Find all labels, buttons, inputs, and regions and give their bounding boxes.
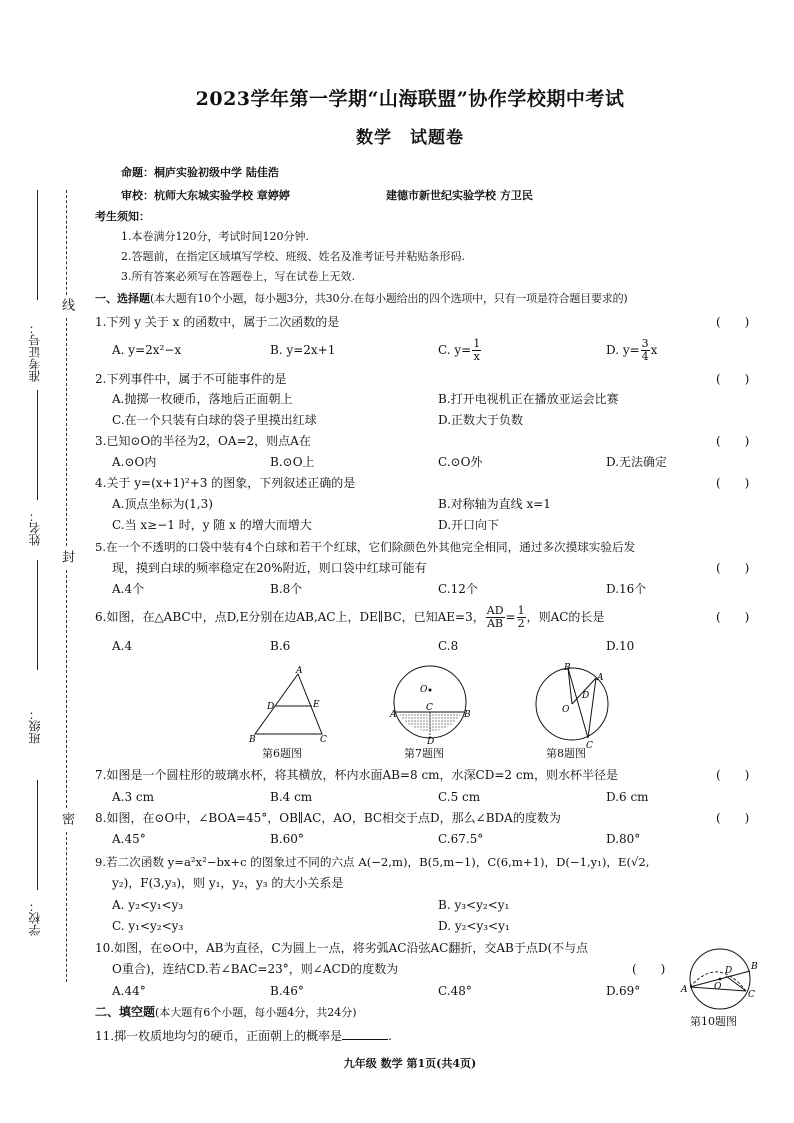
- q5-option-a: A.4个: [112, 582, 145, 596]
- fig6-label-c: C: [320, 735, 327, 745]
- name-label: 姓名：: [28, 510, 42, 546]
- notice-item-1: 1.本卷满分120分，考试时间120分钟.: [121, 230, 309, 243]
- notice-item-3: 3.所有答案必须写在答题卷上，写在试卷上无效.: [121, 270, 355, 283]
- figure-6-caption: 第6题图: [262, 747, 302, 760]
- q3-stem: 3.已知⊙O的半径为2，OA=2，则点A在: [95, 434, 311, 448]
- reviewer-1: 审校：杭师大东城实验学校 章婷婷: [121, 189, 290, 202]
- exam-no-line: [37, 190, 38, 300]
- q7-stem: 7.如图是一个圆柱形的玻璃水杯，将其横放，杯内水面AB=8 cm，水深CD=2 cm，则水杯半径是: [95, 768, 618, 782]
- cut-dash-3: [66, 570, 67, 808]
- cut-label-line: 线: [59, 298, 74, 311]
- school-label: 学校：: [28, 900, 42, 936]
- fig8-label-c: C: [586, 741, 593, 751]
- exam-no-label: 准考证号：: [28, 322, 42, 382]
- q8-option-b: B.60°: [270, 832, 304, 846]
- q7-option-c: C.5 cm: [438, 790, 481, 804]
- q5-option-c: C.12个: [438, 582, 478, 596]
- proposer: 命题：桐庐实验初级中学 陆佳浩: [121, 166, 279, 179]
- fig10-label-a: A: [681, 985, 688, 995]
- q6-option-c: C.8: [438, 639, 459, 653]
- q9-stem-line-1: 9.若二次函数 y=a²x²−bx+c 的图象过不同的六点 A(−2,m)，B(5,m−1)，C(6,m+1)，D(−1,y₁)，E(√2,: [95, 855, 650, 869]
- q3-option-d: D.无法确定: [606, 455, 668, 469]
- cut-dash-1: [66, 190, 67, 295]
- q10-option-d: D.69°: [606, 984, 641, 998]
- section2-header: 二、填空题(本大题有6个小题，每小题4分，共24分): [95, 1005, 357, 1019]
- q2-stem: 2.下列事件中，属于不可能事件的是: [95, 372, 287, 386]
- class-label: 班级：: [28, 708, 42, 744]
- school-line: [37, 780, 38, 890]
- fig7-label-a: A: [390, 710, 397, 720]
- q7-option-d: D.6 cm: [606, 790, 649, 804]
- q5-option-d: D.16个: [606, 582, 647, 596]
- q4-option-d: D.开口向下: [438, 518, 500, 532]
- reviewer-2: 建德市新世纪实验学校 方卫民: [386, 189, 533, 202]
- q1-option-d: D. y= $\frac{3}{4}$ x: [606, 337, 658, 363]
- q2-option-d: D.正数大于负数: [438, 413, 524, 427]
- figure-8-caption: 第8题图: [546, 747, 586, 760]
- q1-stem: 1.下列 y 关于 x 的函数中，属于二次函数的是: [95, 315, 340, 329]
- q9-stem-line-2: y₂)，F(3,y₃)，则 y₁，y₂，y₃ 的大小关系是: [112, 876, 344, 890]
- q9-option-a: A. y₂<y₁<y₃: [112, 898, 184, 912]
- page-footer: 九年级 数学 第1页(共4页): [343, 1057, 477, 1070]
- q6-option-d: D.10: [606, 639, 635, 653]
- fig6-label-d: D: [267, 702, 275, 712]
- q5-answer-paren: ( ): [716, 561, 750, 575]
- figure-10-caption: 第10题图: [690, 1015, 737, 1028]
- fig8-label-b: B: [564, 663, 571, 673]
- q5-stem-line-1: 5.在一个不透明的口袋中装有4个白球和若干个红球，它们除颜色外其他完全相同，通过多次摸球实验后发: [95, 540, 636, 554]
- q6-option-b: B.6: [270, 639, 291, 653]
- q10-stem-line-2: O重合)，连结CD.若∠BAC=23°，则∠ACD的度数为: [112, 962, 399, 976]
- q10-option-c: C.48°: [438, 984, 472, 998]
- section1-header: 一、选择题(本大题有10个小题，每小题3分，共30分.在每小题给出的四个选项中，只有一项是符合题目要求的): [95, 292, 628, 305]
- q2-option-a: A.抛掷一枚硬币，落地后正面朝上: [112, 392, 293, 406]
- fig10-label-c: C: [748, 990, 755, 1000]
- q4-answer-paren: ( ): [716, 476, 750, 490]
- q11-answer-blank[interactable]: [342, 1028, 388, 1040]
- cut-dash-2: [66, 318, 67, 546]
- fig6-label-a: A: [296, 666, 303, 676]
- q6-option-a: A.4: [112, 639, 133, 653]
- fig10-label-o: O: [714, 982, 722, 992]
- figure-6-triangle: [240, 664, 330, 745]
- q2-option-c: C.在一个只装有白球的袋子里摸出红球: [112, 413, 317, 427]
- q4-option-b: B.对称轴为直线 x=1: [438, 497, 551, 511]
- fig8-label-a: A: [597, 673, 604, 683]
- q1-option-a: A. y=2x²−x: [112, 343, 182, 357]
- q4-stem: 4.关于 y=(x+1)²+3 的图象，下列叙述正确的是: [95, 476, 356, 490]
- q10-stem-line-1: 10.如图，在⊙O中，AB为直径，C为圆上一点，将劣弧AC沿弦AC翻折，交AB于点D(不与点: [95, 941, 589, 955]
- q7-option-b: B.4 cm: [270, 790, 313, 804]
- q1-answer-paren: ( ): [716, 315, 750, 329]
- cut-label-seal: 封: [59, 550, 74, 563]
- q6-stem: 6.如图，在△ABC中，点D,E分别在边AB,AC上，DE∥BC，已知AE=3， $\frac{AD}{AB}$ = $\frac{1}{2}$ ，则AC的长是: [95, 604, 605, 630]
- fig8-label-d: D: [582, 691, 590, 701]
- figure-7-caption: 第7题图: [404, 747, 444, 760]
- fig7-label-c: C: [426, 703, 433, 713]
- fig6-label-b: B: [249, 735, 256, 745]
- figure-8-circle: [530, 662, 610, 751]
- notice-heading: 考生须知：: [95, 210, 150, 223]
- fig8-label-o: O: [562, 705, 570, 715]
- q5-stem-line-2: 现，摸到白球的频率稳定在20%附近，则口袋中红球可能有: [112, 561, 427, 575]
- q11-stem: 11.掷一枚质地均匀的硬币，正面朝上的概率是 .: [95, 1029, 392, 1043]
- q9-option-c: C. y₁<y₂<y₃: [112, 919, 184, 933]
- q3-answer-paren: ( ): [716, 434, 750, 448]
- q9-option-d: D. y₂<y₃<y₁: [438, 919, 510, 933]
- cut-dash-4: [66, 832, 67, 982]
- q10-option-b: B.46°: [270, 984, 304, 998]
- q1-option-b: B. y=2x+1: [270, 343, 336, 357]
- fig6-label-e: E: [313, 700, 320, 710]
- figure-7-glass: [390, 660, 471, 747]
- q10-option-a: A.44°: [112, 984, 146, 998]
- q2-answer-paren: ( ): [716, 372, 750, 386]
- q8-option-a: A.45°: [112, 832, 146, 846]
- q9-option-b: B. y₃<y₂<y₁: [438, 898, 510, 912]
- q6-answer-paren: ( ): [716, 610, 750, 624]
- cut-label-close: 密: [59, 812, 74, 825]
- fig10-label-d: D: [725, 966, 733, 976]
- q10-answer-paren: ( ): [632, 962, 666, 976]
- q8-option-d: D.80°: [606, 832, 641, 846]
- q4-option-a: A.顶点坐标为(1,3): [112, 497, 213, 511]
- q4-option-c: C.当 x≥−1 时，y 随 x 的增大而增大: [112, 518, 312, 532]
- q8-stem: 8.如图，在⊙O中，∠BOA=45°，OB∥AC，AO，BC相交于点D，那么∠BDA的度数为: [95, 811, 561, 825]
- notice-item-2: 2.答题前，在指定区域填写学校、班级、姓名及准考证号并粘贴条形码.: [121, 250, 465, 263]
- class-line: [37, 560, 38, 670]
- q1-option-c: C. y= $\frac{1}{x}$: [438, 337, 481, 363]
- page-title: 2023学年第一学期“山海联盟”协作学校期中考试: [195, 88, 625, 110]
- q2-option-b: B.打开电视机正在播放亚运会比赛: [438, 392, 619, 406]
- q8-option-c: C.67.5°: [438, 832, 484, 846]
- page-subtitle: 数学 试题卷: [356, 128, 464, 148]
- q5-option-b: B.8个: [270, 582, 303, 596]
- fig10-label-b: B: [751, 962, 758, 972]
- figure-10-circle: [680, 945, 762, 1011]
- q3-option-c: C.⊙O外: [438, 455, 483, 469]
- q7-answer-paren: ( ): [716, 768, 750, 782]
- q3-option-a: A.⊙O内: [112, 455, 157, 469]
- name-line: [37, 390, 38, 500]
- fig7-label-d: D: [427, 737, 435, 747]
- q3-option-b: B.⊙O上: [270, 455, 315, 469]
- q8-answer-paren: ( ): [716, 811, 750, 825]
- fig7-label-o: O: [420, 685, 428, 695]
- fig7-label-b: B: [464, 710, 471, 720]
- q7-option-a: A.3 cm: [112, 790, 155, 804]
